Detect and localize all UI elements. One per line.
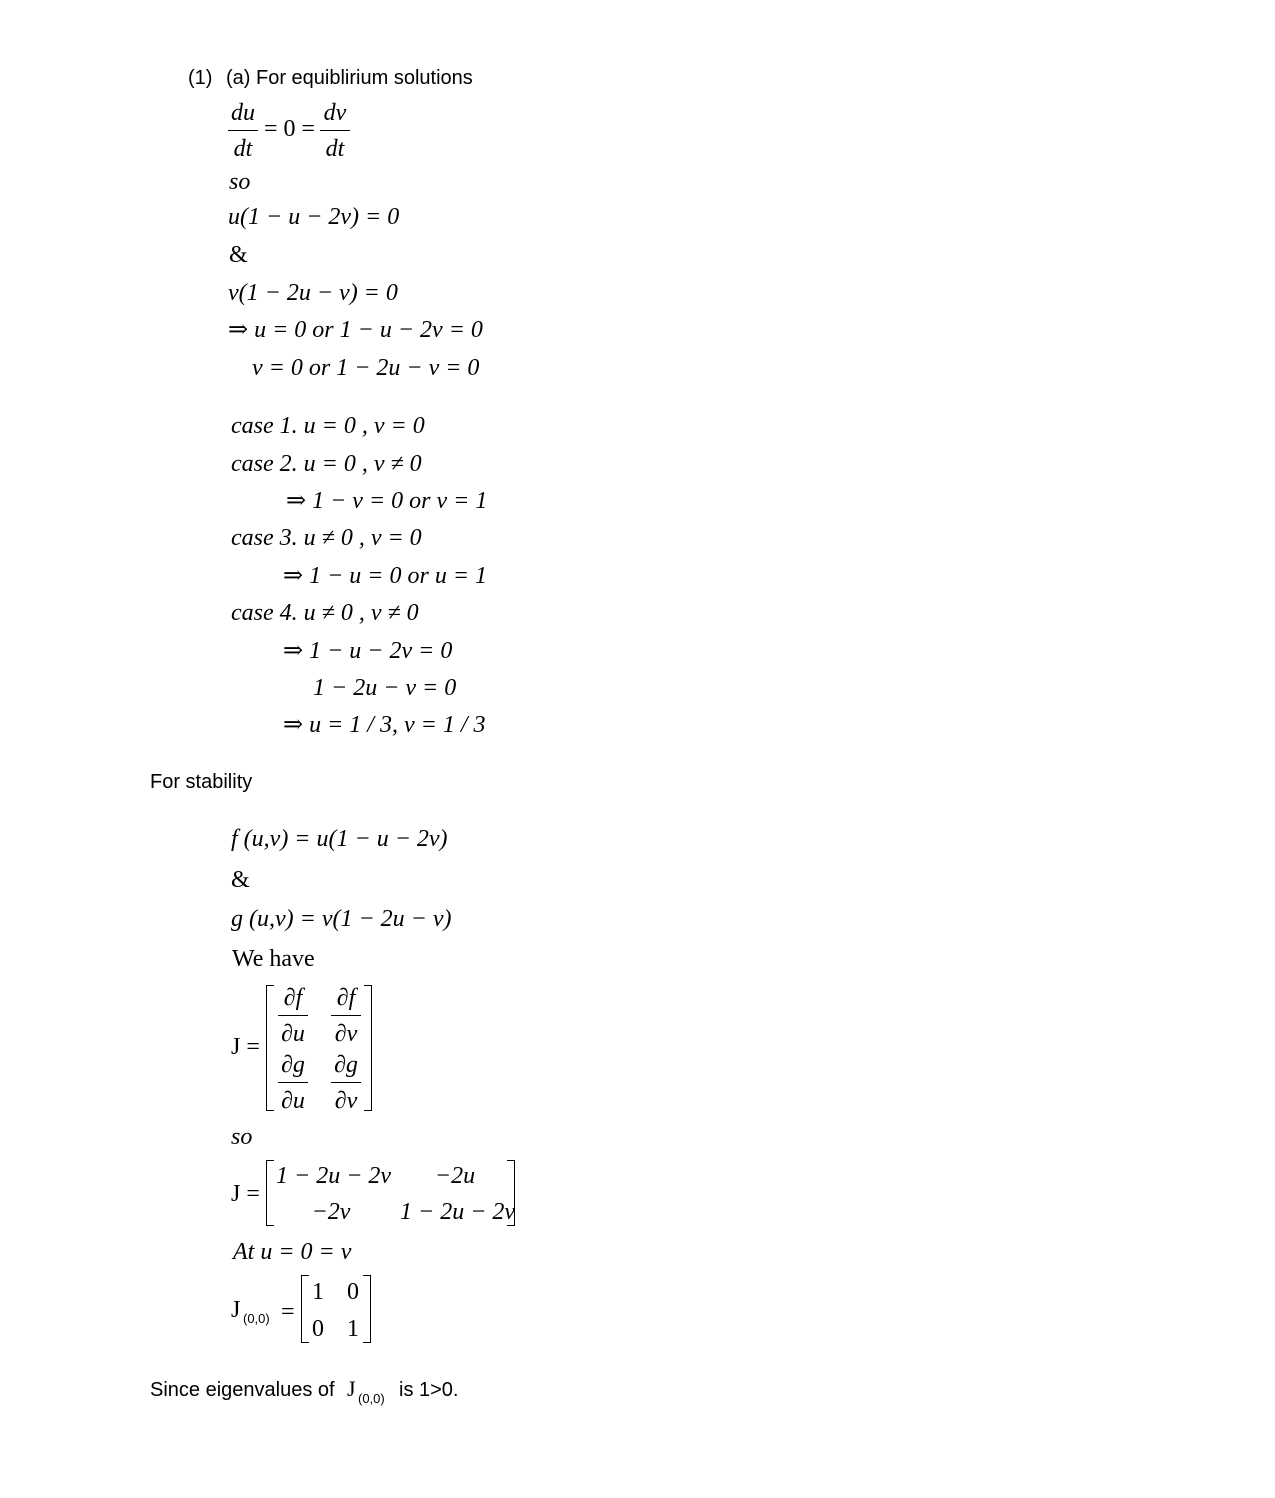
right-bracket — [364, 985, 372, 1111]
jacobian-entry-21: −2v — [311, 1199, 351, 1225]
dg-numerator: ∂g — [281, 1052, 305, 1078]
case-2-result: ⇒ 1 − v = 0 or v = 1 — [286, 488, 488, 514]
right-bracket — [507, 1160, 515, 1226]
jacobian-entry-12: −2u — [434, 1163, 476, 1189]
ampersand: & — [229, 242, 248, 268]
equation-v: v(1 − 2u − v) = 0 — [228, 280, 398, 306]
jacobian-origin-label: J — [231, 1297, 241, 1323]
conclusion-text: Since eigenvalues of — [150, 1379, 335, 1401]
dg-numerator: ∂g — [334, 1052, 358, 1078]
conclusion-jacobian: J — [347, 1376, 356, 1401]
left-bracket — [266, 985, 274, 1111]
dg-dv-fraction — [331, 1052, 361, 1115]
g-definition: g (u,v) = v(1 − 2u − v) — [231, 906, 452, 932]
du-numerator: du — [231, 100, 255, 126]
jacobian-origin-subscript: (0,0) — [243, 1311, 270, 1326]
dg-du-fraction — [278, 1052, 308, 1115]
so-label: so — [231, 1124, 253, 1150]
problem-heading: (a) For equiblirium solutions — [226, 67, 473, 89]
dv-denominator: ∂v — [334, 1021, 358, 1047]
identity-entry-21: 0 — [312, 1316, 324, 1342]
jacobian-entry-11: 1 − 2u − 2v — [276, 1163, 392, 1189]
identity-entry-11: 1 — [312, 1279, 324, 1305]
case-4-result: ⇒ u = 1 / 3, v = 1 / 3 — [283, 712, 486, 738]
df-du-fraction — [278, 985, 308, 1048]
case-4-line-2: 1 − 2u − v = 0 — [313, 675, 457, 701]
left-bracket — [266, 1160, 274, 1226]
case-3: case 3. u ≠ 0 , v = 0 — [231, 525, 422, 551]
case-1: case 1. u = 0 , v = 0 — [231, 413, 425, 439]
implies-u-condition: ⇒ u = 0 or 1 − u − 2v = 0 — [228, 317, 483, 343]
dv-numerator: dv — [323, 100, 347, 126]
jacobian-entry-22: 1 − 2u − 2v — [400, 1199, 516, 1225]
case-3-result: ⇒ 1 − u = 0 or u = 1 — [283, 563, 488, 589]
ampersand: & — [231, 867, 250, 893]
dv-denominator: ∂v — [334, 1088, 358, 1114]
jacobian-label: J = — [231, 1034, 260, 1060]
conclusion-result: is 1>0. — [399, 1379, 459, 1401]
equation-u: u(1 − u − 2v) = 0 — [228, 204, 400, 230]
we-have-label: We have — [232, 946, 315, 972]
jacobian-label: J = — [231, 1181, 260, 1207]
case-4: case 4. u ≠ 0 , v ≠ 0 — [231, 600, 419, 626]
equals-zero-equals: = 0 = — [264, 116, 316, 142]
so-label: so — [229, 169, 251, 195]
case-4-line-1: ⇒ 1 − u − 2v = 0 — [283, 638, 453, 664]
evaluation-point: At u = 0 = v — [233, 1239, 352, 1265]
conclusion-jacobian-subscript: (0,0) — [358, 1391, 385, 1406]
dt-denominator: dt — [233, 136, 253, 162]
right-bracket — [363, 1275, 371, 1343]
du-denominator: ∂u — [281, 1021, 305, 1047]
identity-entry-12: 0 — [347, 1279, 359, 1305]
stability-heading: For stability — [150, 771, 253, 793]
f-definition: f (u,v) = u(1 − u − 2v) — [231, 826, 448, 852]
problem-number: (1) — [188, 67, 213, 89]
identity-entry-22: 1 — [347, 1316, 359, 1342]
du-dt-fraction — [228, 100, 258, 163]
du-denominator: ∂u — [281, 1088, 305, 1114]
df-dv-fraction — [331, 985, 361, 1048]
case-2: case 2. u = 0 , v ≠ 0 — [231, 451, 422, 477]
implies-v-condition: v = 0 or 1 − 2u − v = 0 — [252, 355, 480, 381]
df-numerator: ∂f — [283, 985, 303, 1011]
equals-sign: = — [281, 1299, 295, 1325]
dt-denominator: dt — [325, 136, 345, 162]
df-numerator: ∂f — [336, 985, 356, 1011]
dv-dt-fraction — [320, 100, 350, 163]
